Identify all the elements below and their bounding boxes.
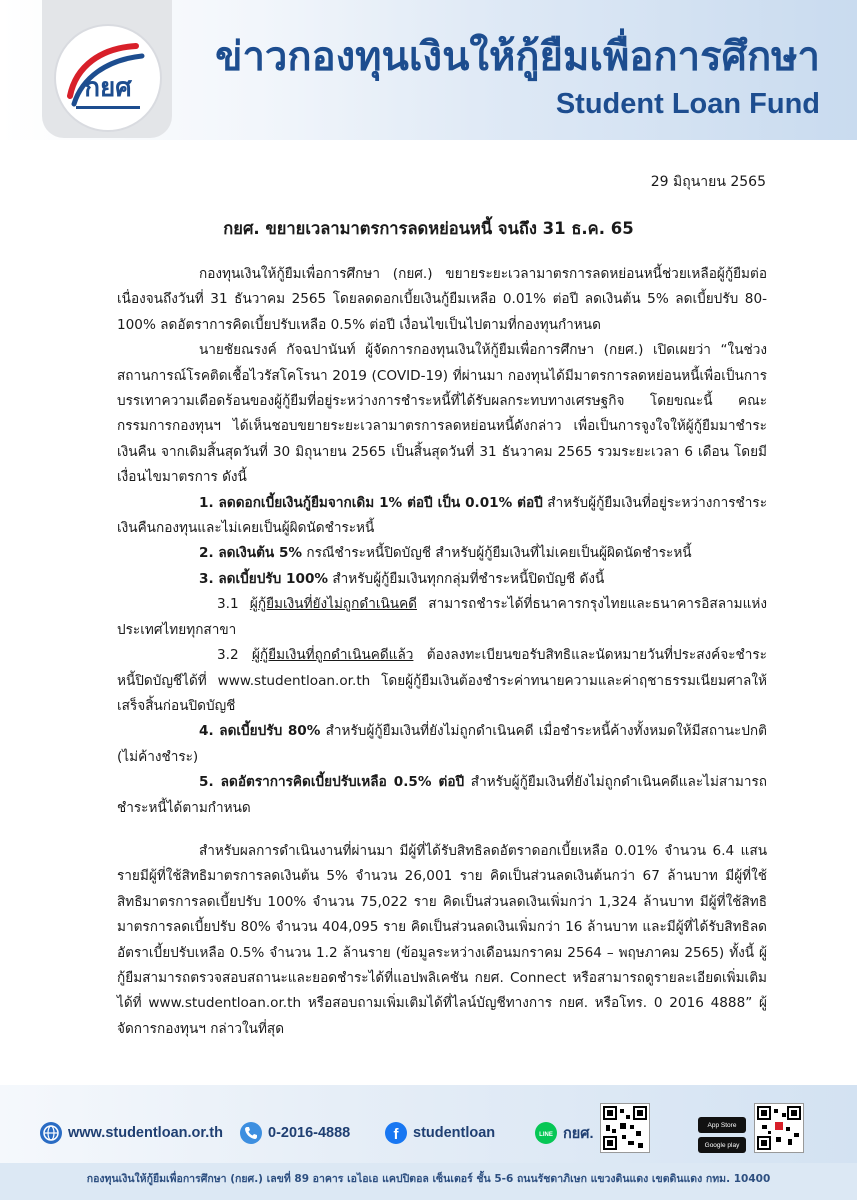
measure-item-4	[117, 719, 767, 770]
footer-facebook[interactable]	[385, 1120, 495, 1146]
footer-facebook-text: studentloan	[413, 1125, 496, 1141]
svg-text:LINE: LINE	[539, 1132, 553, 1138]
google-play-badge[interactable]: Google play	[698, 1137, 746, 1153]
measure-item-3-1-group: ผู้กู้ยืมเงินที่ยังไม่ถูกดำเนินคดี	[249, 596, 418, 613]
page-header	[0, 0, 857, 140]
measure-item-3-2	[117, 643, 767, 719]
footer-website[interactable]	[40, 1120, 223, 1146]
qr-code-line	[600, 1103, 650, 1153]
measure-item-3-2-text: ต้องลงทะเบียนขอรับสิทธิและนัดหมายวันที่ประสงค์จะชำระหนี้ปิดบัญชีได้ที่ www.studentloan.or.th โดยผู้กู้ยืมเงินต้องชำระค่าทนายความและค่าฤชาธรรมเนียมศาลให้เสร็จสิ้นก่อนปิดบัญชี	[117, 647, 767, 714]
phone-icon	[240, 1122, 262, 1144]
footer-phone[interactable]	[240, 1120, 350, 1146]
measure-item-3-1-text: สามารถชำระได้ที่ธนาคารกรุงไทยและธนาคารอิสลามแห่งประเทศไทยทุกสาขา	[117, 596, 767, 638]
facebook-icon	[385, 1122, 407, 1144]
measure-item-5	[117, 770, 767, 821]
line-icon	[535, 1122, 557, 1144]
footer-address: กองทุนเงินให้กู้ยืมเพื่อการศึกษา (กยศ.) เลขที่ 89 อาคาร เอไอเอ แคปปิตอล เซ็นเตอร์ ชั้น 5-6 ถนนรัชดาภิเษก แขวงดินแดง เขตดินแดง กทม. 10400	[86, 1173, 771, 1185]
press-release-body	[117, 262, 767, 1042]
measure-item-3-title: 3. ลดเบี้ยปรับ 100%	[199, 570, 329, 587]
globe-icon	[40, 1122, 62, 1144]
qr-code-app	[754, 1103, 804, 1153]
logo-panel	[42, 0, 172, 138]
measure-item-1-title: 1. ลดดอกเบี้ยเงินกู้ยืมจากเดิม 1% ต่อปี เป็น 0.01% ต่อปี	[199, 494, 543, 511]
measure-item-3-1	[117, 592, 767, 643]
paragraph-results: สำหรับผลการดำเนินงานที่ผ่านมา มีผู้ที่ได้รับสิทธิลดอัตราดอกเบี้ยเหลือ 0.01% จำนวน 6.4 แสนรายมีผู้ที่ใช้สิทธิมาตรการลดเงินต้น 5% จำนวน 26,001 ราย คิดเป็นส่วนลดเงินต้นกว่า 67 ล้านบาท มีผู้ที่ใช้สิทธิมาตรการลดเบี้ยปรับ 100% จำนวน 75,022 ราย คิดเป็นส่วนลดเงินเพิ่มกว่า 1,324 ล้านบาท มีผู้ที่ใช้สิทธิมาตรการลดเบี้ยปรับ 80% จำนวน 404,095 ราย คิดเป็นส่วนลดเงินเพิ่มกว่า 16 ล้านบาท และมีผู้ที่ได้รับสิทธิลดอัตราเบี้ยปรับเหลือ 0.5% จำนวน 1.2 ล้านราย (ข้อมูลระหว่างเดือนมกราคม 2564 – พฤษภาคม 2565) ทั้งนี้ ผู้กู้ยืมสามารถตรวจสอบสถานะและยอดชำระได้ที่แอปพลิเคชัน กยศ. Connect หรือสามารถดูรายละเอียดเพิ่มเติมได้ที่ www.studentloan.or.th หรือสอบถามเพิ่มเติมได้ที่ไลน์บัญชีทางการ กยศ. หรือโทร. 0 2016 4888” ผู้จัดการกองทุนฯ กล่าวในที่สุด	[117, 842, 767, 1037]
measure-item-2-title: 2. ลดเงินต้น 5%	[199, 545, 303, 562]
measure-item-3-text: สำหรับผู้กู้ยืมเงินทุกกลุ่มที่ชำระหนี้ปิดบัญชี ดังนี้	[328, 570, 605, 587]
paragraph-intro: กองทุนเงินให้กู้ยืมเพื่อการศึกษา (กยศ.) ขยายระยะเวลามาตรการลดหย่อนหนี้ช่วยเหลือผู้กู้ยืมต่อเนื่องจนถึงวันที่ 31 ธันวาคม 2565 โดยลดดอกเบี้ยเงินกู้ยืมเหลือ 0.01% ต่อปี ลดเงินต้น 5% ลดเบี้ยปรับ 80-100% ลดอัตราการคิดเบี้ยปรับเหลือ 0.5% ต่อปี เงื่อนไขเป็นไปตามที่กองทุนกำหนด	[117, 266, 767, 333]
measure-item-4-title: 4. ลดเบี้ยปรับ 80%	[199, 723, 321, 740]
logo-mark	[56, 26, 160, 130]
app-store-badge[interactable]: App Store	[698, 1117, 746, 1133]
measure-item-1	[117, 491, 767, 542]
press-release-date: 29 มิถุนายน 2565	[650, 174, 766, 190]
measure-item-4-text: สำหรับผู้กู้ยืมเงินที่ยังไม่ถูกดำเนินคดี เมื่อชำระหนี้ค้างทั้งหมดให้มีสถานะปกติ (ไม่ค้างชำระ)	[117, 723, 767, 765]
student-loan-fund-logo	[54, 24, 162, 132]
footer-phone-text: 0-2016-4888	[268, 1125, 351, 1141]
press-release-headline: กยศ. ขยายเวลามาตรการลดหย่อนหนี้ จนถึง 31 ธ.ค. 65	[223, 219, 634, 238]
footer-line[interactable]	[535, 1120, 594, 1146]
logo-text: กยศ	[84, 73, 132, 103]
header-title-thai: ข่าวกองทุนเงินให้กู้ยืมเพื่อการศึกษา	[215, 34, 820, 80]
measure-item-3-2-group: ผู้กู้ยืมเงินที่ถูกดำเนินคดีแล้ว	[251, 647, 414, 664]
measure-item-3	[117, 567, 767, 592]
footer-line-text: กยศ.	[563, 1125, 594, 1142]
header-title-english: Student Loan Fund	[555, 88, 820, 120]
measure-item-2	[117, 541, 767, 566]
measure-item-1-text: สำหรับผู้กู้ยืมเงินที่อยู่ระหว่างการชำระเงินคืนกองทุนและไม่เคยเป็นผู้ผิดนัดชำระหนี้	[117, 494, 768, 537]
paragraph-manager-statement: นายชัยณรงค์ กัจฉปานันท์ ผู้จัดการกองทุนเงินให้กู้ยืมเพื่อการศึกษา (กยศ.) เปิดเผยว่า “ในช่วงสถานการณ์โรคติดเชื้อไวรัสโคโรนา 2019 (COVID-19) ที่ผ่านมา กองทุนได้มีมาตรการลดหย่อนหนี้เพื่อเป็นการบรรเทาความเดือดร้อนของผู้กู้ยืมที่อยู่ระหว่างการชำระหนี้ที่ได้รับผลกระทบทางเศรษฐกิจ โดยขณะนี้ คณะกรรมการกองทุนฯ ได้เห็นชอบขยายระยะเวลามาตรการลดหย่อนหนี้ดังกล่าว เพื่อเป็นการจูงใจให้ผู้กู้ยืมมาชำระเงินคืน จากเดิมสิ้นสุดวันที่ 30 มิถุนายน 2565 เป็นสิ้นสุดวันที่ 31 ธันวาคม 2565 รวมระยะเวลา 6 เดือน โดยมีเงื่อนไขมาตรการ ดังนี้	[117, 342, 767, 486]
measure-item-3-1-number: 3.1	[217, 596, 250, 613]
measure-item-5-text: สำหรับผู้กู้ยืมเงินที่ยังไม่ถูกดำเนินคดีและไม่สามารถชำระหนี้ได้ตามกำหนด	[117, 774, 767, 816]
measure-item-3-2-number: 3.2	[217, 647, 252, 664]
measure-item-2-text: กรณีชำระหนี้ปิดบัญชี สำหรับผู้กู้ยืมเงินที่ไม่เคยเป็นผู้ผิดนัดชำระหนี้	[302, 545, 692, 562]
footer-website-text: www.studentloan.or.th	[68, 1125, 223, 1141]
svg-text:f: f	[393, 1126, 399, 1143]
measure-item-5-title: 5. ลดอัตราการคิดเบี้ยปรับเหลือ 0.5% ต่อปี	[199, 774, 465, 791]
